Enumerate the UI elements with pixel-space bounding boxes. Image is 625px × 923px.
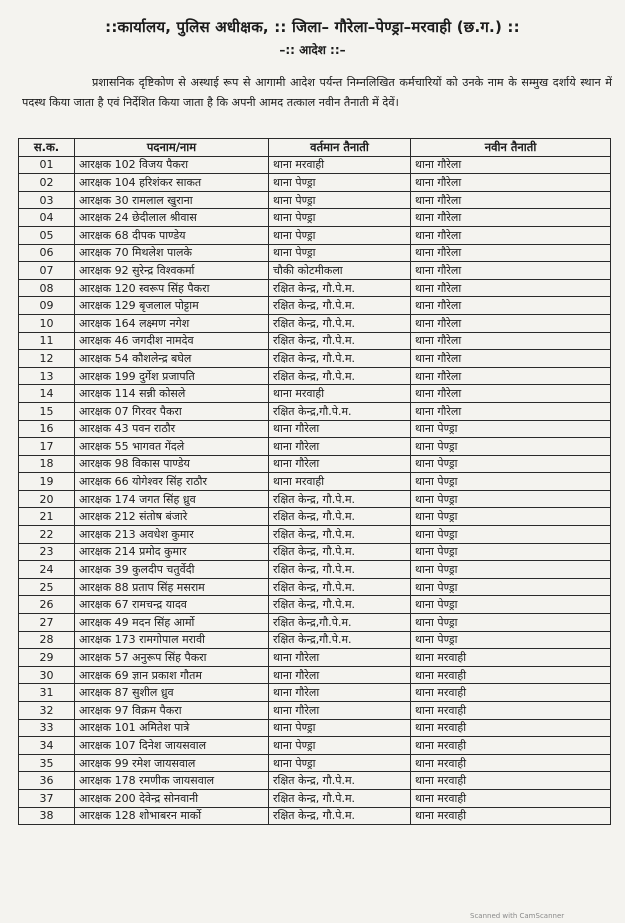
current-posting-cell: रक्षित केन्द्र,गौ.पे.म. bbox=[269, 614, 411, 632]
table-row bbox=[19, 631, 611, 649]
table-row bbox=[19, 719, 611, 737]
current-posting-cell: थाना मरवाही bbox=[269, 385, 411, 403]
table-row bbox=[19, 191, 611, 209]
new-posting-cell: थाना गौरेला bbox=[411, 244, 611, 262]
current-posting-cell: रक्षित केन्द्र, गौ.पे.म. bbox=[269, 367, 411, 385]
order-heading: –:: आदेश ::– bbox=[279, 43, 346, 57]
table-row bbox=[19, 473, 611, 491]
name-cell: आरक्षक 128 शोभाबरन मार्को bbox=[75, 807, 269, 825]
serial-cell: 02 bbox=[19, 174, 75, 192]
new-posting-cell: थाना मरवाही bbox=[411, 702, 611, 720]
table-row bbox=[19, 649, 611, 667]
current-posting-cell: थाना गौरेला bbox=[269, 649, 411, 667]
serial-cell: 12 bbox=[19, 350, 75, 368]
name-cell: आरक्षक 213 अवधेश कुमार bbox=[75, 526, 269, 544]
table-row bbox=[19, 543, 611, 561]
current-posting-cell: थाना पेण्ड्रा bbox=[269, 244, 411, 262]
current-posting-cell: थाना मरवाही bbox=[269, 473, 411, 491]
table-row bbox=[19, 789, 611, 807]
table-row bbox=[19, 367, 611, 385]
table-row bbox=[19, 314, 611, 332]
new-posting-cell: थाना पेण्ड्रा bbox=[411, 438, 611, 456]
new-posting-cell: थाना पेण्ड्रा bbox=[411, 455, 611, 473]
name-cell: आरक्षक 92 सुरेन्द्र विश्वकर्मा bbox=[75, 262, 269, 280]
name-cell: आरक्षक 66 योगेश्वर सिंह राठौर bbox=[75, 473, 269, 491]
name-cell: आरक्षक 88 प्रताप सिंह मसराम bbox=[75, 578, 269, 596]
name-cell: आरक्षक 104 हरिशंकर साकत bbox=[75, 174, 269, 192]
new-posting-cell: थाना मरवाही bbox=[411, 789, 611, 807]
name-cell: आरक्षक 114 सन्नी कोसले bbox=[75, 385, 269, 403]
name-cell: आरक्षक 214 प्रमोद कुमार bbox=[75, 543, 269, 561]
serial-cell: 10 bbox=[19, 314, 75, 332]
serial-cell: 05 bbox=[19, 226, 75, 244]
header-name: पदनाम/नाम bbox=[75, 139, 269, 157]
table-row bbox=[19, 402, 611, 420]
name-cell: आरक्षक 174 जगत सिंह ध्रुव bbox=[75, 490, 269, 508]
table-row bbox=[19, 332, 611, 350]
name-cell: आरक्षक 199 दुर्गेश प्रजापति bbox=[75, 367, 269, 385]
current-posting-cell: रक्षित केन्द्र,गौ.पे.म. bbox=[269, 402, 411, 420]
serial-cell: 29 bbox=[19, 649, 75, 667]
serial-cell: 23 bbox=[19, 543, 75, 561]
serial-cell: 25 bbox=[19, 578, 75, 596]
new-posting-cell: थाना गौरेला bbox=[411, 262, 611, 280]
current-posting-cell: चौकी कोटमीकला bbox=[269, 262, 411, 280]
current-posting-cell: रक्षित केन्द्र, गौ.पे.म. bbox=[269, 314, 411, 332]
new-posting-cell: थाना मरवाही bbox=[411, 737, 611, 755]
table-row bbox=[19, 508, 611, 526]
table-row bbox=[19, 420, 611, 438]
new-posting-cell: थाना गौरेला bbox=[411, 226, 611, 244]
name-cell: आरक्षक 101 अमितेश पात्रे bbox=[75, 719, 269, 737]
current-posting-cell: रक्षित केन्द्र, गौ.पे.म. bbox=[269, 526, 411, 544]
current-posting-cell: रक्षित केन्द्र, गौ.पे.म. bbox=[269, 508, 411, 526]
name-cell: आरक्षक 39 कुलदीप चतुर्वेदी bbox=[75, 561, 269, 579]
table-row bbox=[19, 490, 611, 508]
name-cell: आरक्षक 46 जगदीश नामदेव bbox=[75, 332, 269, 350]
current-posting-cell: रक्षित केन्द्र, गौ.पे.म. bbox=[269, 578, 411, 596]
header-current-posting: वर्तमान तैनाती bbox=[269, 139, 411, 157]
new-posting-cell: थाना मरवाही bbox=[411, 754, 611, 772]
table-row bbox=[19, 666, 611, 684]
current-posting-cell: थाना गौरेला bbox=[269, 455, 411, 473]
current-posting-cell: थाना पेण्ड्रा bbox=[269, 191, 411, 209]
new-posting-cell: थाना गौरेला bbox=[411, 279, 611, 297]
serial-cell: 32 bbox=[19, 702, 75, 720]
current-posting-cell: थाना पेण्ड्रा bbox=[269, 754, 411, 772]
current-posting-cell: थाना गौरेला bbox=[269, 684, 411, 702]
current-posting-cell: थाना गौरेला bbox=[269, 420, 411, 438]
serial-cell: 37 bbox=[19, 789, 75, 807]
serial-cell: 08 bbox=[19, 279, 75, 297]
table-row bbox=[19, 526, 611, 544]
new-posting-cell: थाना पेण्ड्रा bbox=[411, 490, 611, 508]
current-posting-cell: थाना पेण्ड्रा bbox=[269, 209, 411, 227]
new-posting-cell: थाना गौरेला bbox=[411, 297, 611, 315]
current-posting-cell: रक्षित केन्द्र, गौ.पे.म. bbox=[269, 332, 411, 350]
new-posting-cell: थाना पेण्ड्रा bbox=[411, 596, 611, 614]
serial-cell: 15 bbox=[19, 402, 75, 420]
current-posting-cell: रक्षित केन्द्र,गौ.पे.म. bbox=[269, 631, 411, 649]
new-posting-cell: थाना पेण्ड्रा bbox=[411, 614, 611, 632]
order-intro-paragraph bbox=[22, 73, 612, 113]
name-cell: आरक्षक 30 रामलाल खुराना bbox=[75, 191, 269, 209]
table-row bbox=[19, 807, 611, 825]
serial-cell: 33 bbox=[19, 719, 75, 737]
name-cell: आरक्षक 120 स्वरूप सिंह पैकरा bbox=[75, 279, 269, 297]
serial-cell: 13 bbox=[19, 367, 75, 385]
header-serial: स.क. bbox=[19, 139, 75, 157]
table-row bbox=[19, 455, 611, 473]
table-row bbox=[19, 156, 611, 174]
serial-cell: 18 bbox=[19, 455, 75, 473]
office-header: ::कार्यालय, पुलिस अधीक्षक, :: जिला– गौरेला–पेण्ड्रा–मरवाही (छ.ग.) :: bbox=[105, 18, 520, 36]
current-posting-cell: रक्षित केन्द्र, गौ.पे.म. bbox=[269, 297, 411, 315]
current-posting-cell: रक्षित केन्द्र, गौ.पे.म. bbox=[269, 789, 411, 807]
new-posting-cell: थाना गौरेला bbox=[411, 174, 611, 192]
serial-cell: 06 bbox=[19, 244, 75, 262]
name-cell: आरक्षक 200 देवेन्द्र सोनवानी bbox=[75, 789, 269, 807]
table-row bbox=[19, 262, 611, 280]
current-posting-cell: रक्षित केन्द्र, गौ.पे.म. bbox=[269, 490, 411, 508]
current-posting-cell: रक्षित केन्द्र, गौ.पे.म. bbox=[269, 350, 411, 368]
serial-cell: 27 bbox=[19, 614, 75, 632]
table-row bbox=[19, 614, 611, 632]
current-posting-cell: थाना पेण्ड्रा bbox=[269, 719, 411, 737]
new-posting-cell: थाना पेण्ड्रा bbox=[411, 508, 611, 526]
new-posting-cell: थाना मरवाही bbox=[411, 684, 611, 702]
table-row bbox=[19, 596, 611, 614]
name-cell: आरक्षक 99 रमेश जायसवाल bbox=[75, 754, 269, 772]
name-cell: आरक्षक 43 पवन राठौर bbox=[75, 420, 269, 438]
table-row bbox=[19, 350, 611, 368]
table-row bbox=[19, 209, 611, 227]
name-cell: आरक्षक 129 बृजलाल पोट्टाम bbox=[75, 297, 269, 315]
serial-cell: 16 bbox=[19, 420, 75, 438]
table-row bbox=[19, 385, 611, 403]
table-header-row bbox=[19, 139, 611, 157]
table-row bbox=[19, 684, 611, 702]
name-cell: आरक्षक 07 गिरवर पैकरा bbox=[75, 402, 269, 420]
name-cell: आरक्षक 67 रामचन्द्र यादव bbox=[75, 596, 269, 614]
new-posting-cell: थाना गौरेला bbox=[411, 385, 611, 403]
serial-cell: 04 bbox=[19, 209, 75, 227]
name-cell: आरक्षक 173 रामगोपाल मरावी bbox=[75, 631, 269, 649]
current-posting-cell: रक्षित केन्द्र, गौ.पे.म. bbox=[269, 561, 411, 579]
name-cell: आरक्षक 57 अनुरूप सिंह पैकरा bbox=[75, 649, 269, 667]
serial-cell: 34 bbox=[19, 737, 75, 755]
serial-cell: 21 bbox=[19, 508, 75, 526]
current-posting-cell: थाना पेण्ड्रा bbox=[269, 737, 411, 755]
intro-text: प्रशासनिक दृष्टिकोण से अस्थाई रूप से आगामी आदेश पर्यन्त निम्नलिखित कर्मचारियों को उनके नाम के सम्मुख दर्शाये स्थान में पदस्थ किया जाता है एवं निर्देशित किया जाता है कि अपनी आमद तत्काल नवीन तैनाती में देवें। bbox=[22, 76, 612, 109]
new-posting-cell: थाना गौरेला bbox=[411, 156, 611, 174]
name-cell: आरक्षक 49 मदन सिंह आर्मो bbox=[75, 614, 269, 632]
current-posting-cell: रक्षित केन्द्र, गौ.पे.म. bbox=[269, 772, 411, 790]
serial-cell: 14 bbox=[19, 385, 75, 403]
new-posting-cell: थाना पेण्ड्रा bbox=[411, 526, 611, 544]
serial-cell: 24 bbox=[19, 561, 75, 579]
new-posting-cell: थाना पेण्ड्रा bbox=[411, 543, 611, 561]
table-row bbox=[19, 561, 611, 579]
new-posting-cell: थाना गौरेला bbox=[411, 209, 611, 227]
name-cell: आरक्षक 24 छेदीलाल श्रीवास bbox=[75, 209, 269, 227]
current-posting-cell: रक्षित केन्द्र, गौ.पे.म. bbox=[269, 279, 411, 297]
new-posting-cell: थाना पेण्ड्रा bbox=[411, 420, 611, 438]
serial-cell: 36 bbox=[19, 772, 75, 790]
name-cell: आरक्षक 55 भागवत गेंदले bbox=[75, 438, 269, 456]
current-posting-cell: थाना पेण्ड्रा bbox=[269, 174, 411, 192]
serial-cell: 22 bbox=[19, 526, 75, 544]
new-posting-cell: थाना पेण्ड्रा bbox=[411, 631, 611, 649]
serial-cell: 11 bbox=[19, 332, 75, 350]
table-row bbox=[19, 297, 611, 315]
serial-cell: 01 bbox=[19, 156, 75, 174]
current-posting-cell: रक्षित केन्द्र, गौ.पे.म. bbox=[269, 807, 411, 825]
new-posting-cell: थाना गौरेला bbox=[411, 191, 611, 209]
table-row bbox=[19, 244, 611, 262]
name-cell: आरक्षक 97 विक्रम पैकरा bbox=[75, 702, 269, 720]
current-posting-cell: थाना गौरेला bbox=[269, 438, 411, 456]
transfer-table bbox=[18, 138, 611, 825]
current-posting-cell: थाना पेण्ड्रा bbox=[269, 226, 411, 244]
current-posting-cell: रक्षित केन्द्र, गौ.पे.म. bbox=[269, 543, 411, 561]
table-row bbox=[19, 578, 611, 596]
new-posting-cell: थाना मरवाही bbox=[411, 807, 611, 825]
new-posting-cell: थाना मरवाही bbox=[411, 772, 611, 790]
serial-cell: 28 bbox=[19, 631, 75, 649]
name-cell: आरक्षक 70 मिथलेश पालके bbox=[75, 244, 269, 262]
table-row bbox=[19, 772, 611, 790]
serial-cell: 30 bbox=[19, 666, 75, 684]
serial-cell: 38 bbox=[19, 807, 75, 825]
scanner-watermark: Scanned with CamScanner bbox=[470, 912, 565, 920]
header-new-posting: नवीन तैनाती bbox=[411, 139, 611, 157]
name-cell: आरक्षक 164 लक्ष्मण नगेश bbox=[75, 314, 269, 332]
serial-cell: 09 bbox=[19, 297, 75, 315]
table-row bbox=[19, 754, 611, 772]
new-posting-cell: थाना मरवाही bbox=[411, 719, 611, 737]
current-posting-cell: थाना गौरेला bbox=[269, 702, 411, 720]
serial-cell: 31 bbox=[19, 684, 75, 702]
new-posting-cell: थाना पेण्ड्रा bbox=[411, 473, 611, 491]
serial-cell: 35 bbox=[19, 754, 75, 772]
name-cell: आरक्षक 107 दिनेश जायसवाल bbox=[75, 737, 269, 755]
serial-cell: 07 bbox=[19, 262, 75, 280]
serial-cell: 19 bbox=[19, 473, 75, 491]
new-posting-cell: थाना मरवाही bbox=[411, 649, 611, 667]
name-cell: आरक्षक 212 संतोष बंजारे bbox=[75, 508, 269, 526]
table-row bbox=[19, 174, 611, 192]
name-cell: आरक्षक 102 विजय पैकरा bbox=[75, 156, 269, 174]
name-cell: आरक्षक 54 कौशलेन्द्र बघेल bbox=[75, 350, 269, 368]
name-cell: आरक्षक 69 ज्ञान प्रकाश गौतम bbox=[75, 666, 269, 684]
name-cell: आरक्षक 98 विकास पाण्डेय bbox=[75, 455, 269, 473]
current-posting-cell: रक्षित केन्द्र, गौ.पे.म. bbox=[269, 596, 411, 614]
table-row bbox=[19, 702, 611, 720]
new-posting-cell: थाना मरवाही bbox=[411, 666, 611, 684]
new-posting-cell: थाना गौरेला bbox=[411, 314, 611, 332]
new-posting-cell: थाना गौरेला bbox=[411, 367, 611, 385]
serial-cell: 20 bbox=[19, 490, 75, 508]
table-row bbox=[19, 279, 611, 297]
current-posting-cell: थाना गौरेला bbox=[269, 666, 411, 684]
new-posting-cell: थाना गौरेला bbox=[411, 332, 611, 350]
new-posting-cell: थाना पेण्ड्रा bbox=[411, 578, 611, 596]
current-posting-cell: थाना मरवाही bbox=[269, 156, 411, 174]
serial-cell: 17 bbox=[19, 438, 75, 456]
serial-cell: 26 bbox=[19, 596, 75, 614]
name-cell: आरक्षक 68 दीपक पाण्डेय bbox=[75, 226, 269, 244]
new-posting-cell: थाना गौरेला bbox=[411, 402, 611, 420]
table-row bbox=[19, 737, 611, 755]
new-posting-cell: थाना गौरेला bbox=[411, 350, 611, 368]
serial-cell: 03 bbox=[19, 191, 75, 209]
table-row bbox=[19, 438, 611, 456]
table-row bbox=[19, 226, 611, 244]
name-cell: आरक्षक 87 सुशील ध्रुव bbox=[75, 684, 269, 702]
name-cell: आरक्षक 178 रमणीक जायसवाल bbox=[75, 772, 269, 790]
new-posting-cell: थाना पेण्ड्रा bbox=[411, 561, 611, 579]
